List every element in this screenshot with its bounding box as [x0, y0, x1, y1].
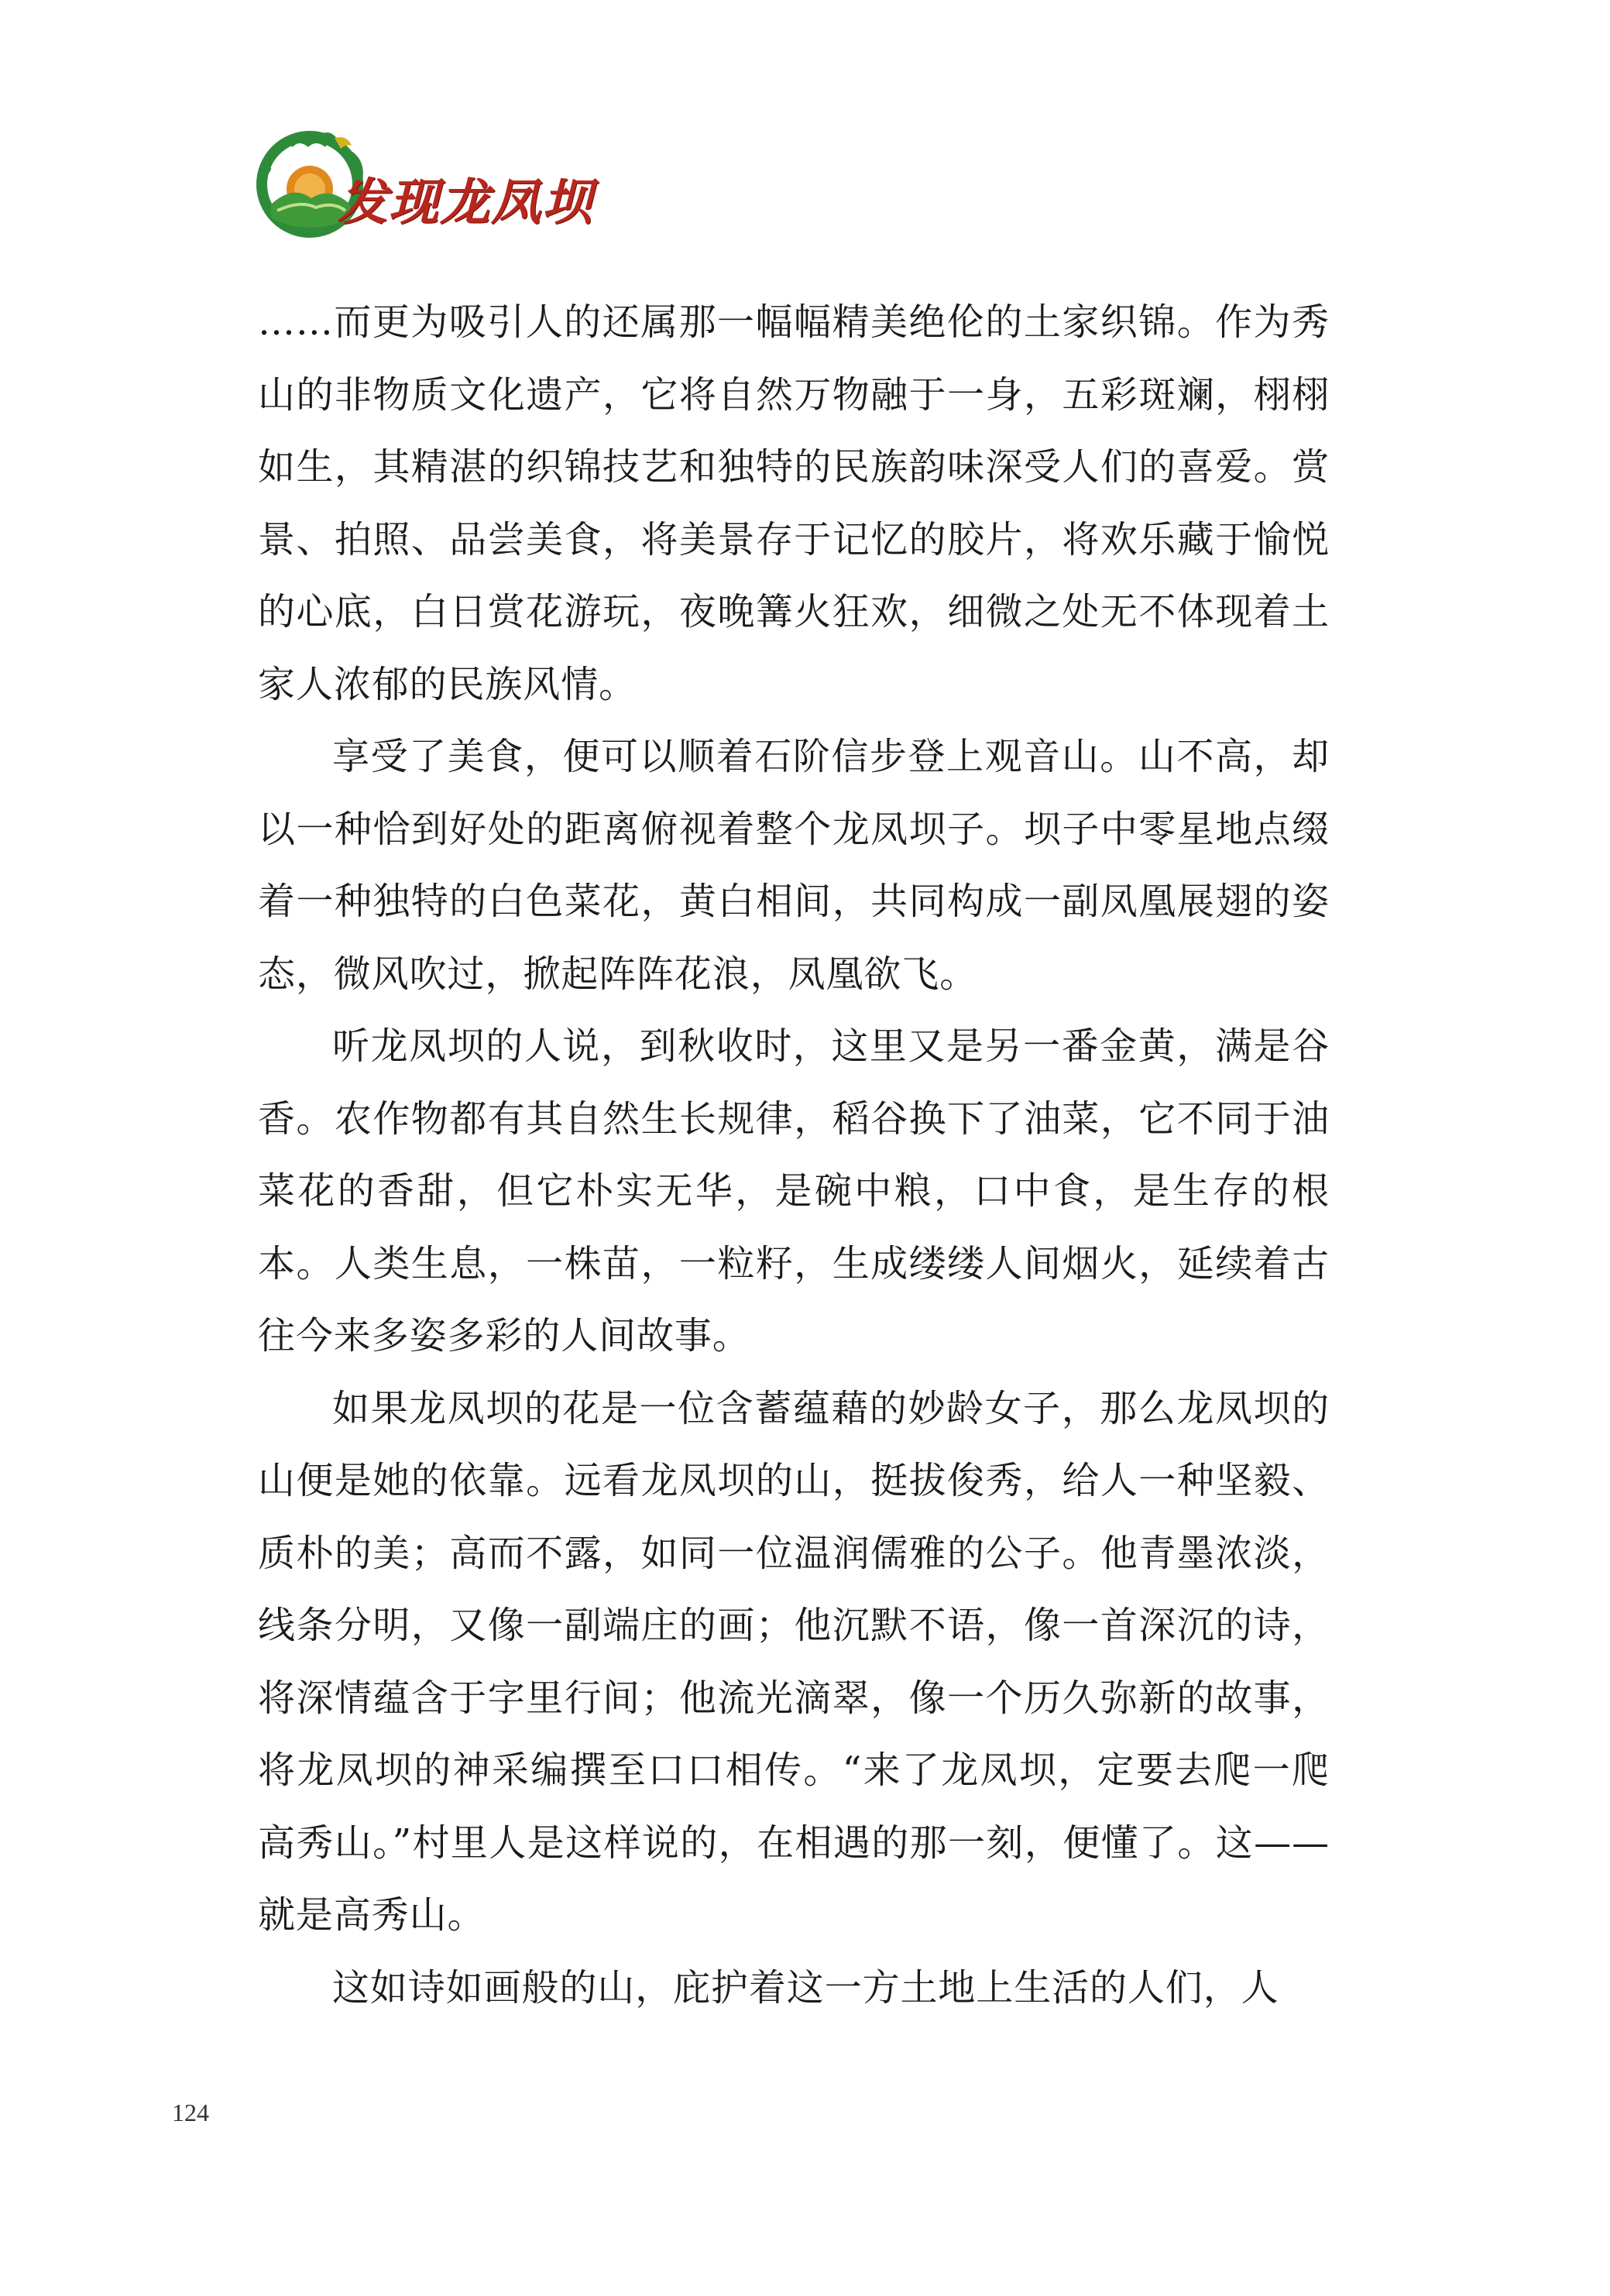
running-header — [254, 124, 610, 240]
paragraph-4: 如果龙凤坝的花是一位含蓄蕴藉的妙龄女子，那么龙凤坝的山便是她的依靠。远看龙凤坝的山，挺拔俊秀，给人一种坚毅、质朴的美；高而不露，如同一位温润儒雅的公子。他青墨浓淡，线条分明，又像一副端庄的画；他沉默不语，像一首深沉的诗，将深情蕴含于字里行间；他流光滴翠，像一个历久弥新的故事，将龙凤坝的神采编撰至口口相传。“来了龙凤坝，定要去爬一爬高秀山。”村里人是这样说的，在相遇的那一刻，便懂了。这——就是高秀山。 — [258, 1386, 1330, 1937]
running-header-title: 发现龙凤坝 — [338, 173, 593, 232]
paragraph-5: 这如诗如画般的山，庇护着这一方土地上生活的人们，人 — [332, 1965, 1279, 2009]
paragraph-1: ……而更为吸引人的还属那一幅幅精美绝伦的土家织锦。作为秀山的非物质文化遗产，它将自然万物融于一身，五彩斑斓，栩栩如生，其精湛的织锦技艺和独特的民族韵味深受人们的喜爱。赏景、拍照、品尝美食，将美景存于记忆的胶片，将欢乐藏于愉悦的心底，白日赏花游玩，夜晚篝火狂欢，细微之处无不体现着土家人浓郁的民族风情。 — [258, 300, 1330, 706]
paragraph-2: 享受了美食，便可以顺着石阶信步登上观音山。山不高，却以一种恰到好处的距离俯视着整个龙凤坝子。坝子中零星地点缀着一种独特的白色菜花，黄白相间，共同构成一副凤凰展翅的姿态，微风吹过，掀起阵阵花浪，凤凰欲飞。 — [258, 735, 1330, 996]
paragraph-3: 听龙凤坝的人说，到秋收时，这里又是另一番金黄，满是谷香。农作物都有其自然生长规律，稻谷换下了油菜，它不同于油菜花的香甜，但它朴实无华，是碗中粮，口中食，是生存的根本。人类生息，一株苗，一粒籽，生成缕缕人间烟火，延续着古往今来多姿多彩的人间故事。 — [258, 1024, 1330, 1357]
article-body — [258, 287, 1330, 2024]
page-number: 124 — [172, 2099, 209, 2126]
